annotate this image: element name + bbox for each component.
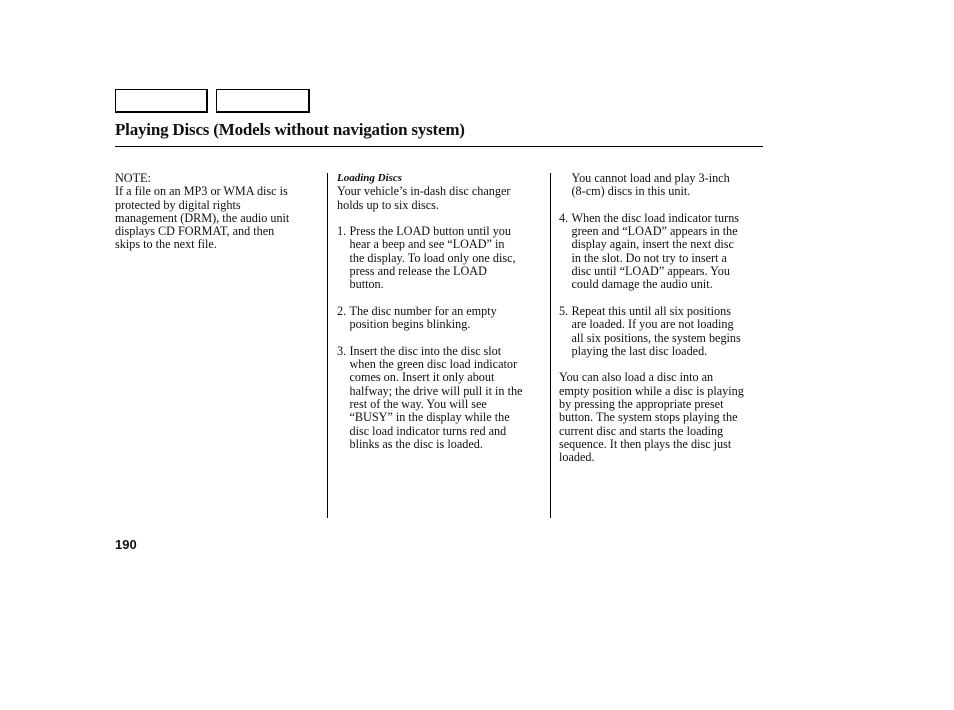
outro-line: sequence. It then plays the disc just [559, 436, 732, 451]
step-line: Insert the disc into the disc slot [349, 343, 502, 358]
step-line: When the disc load indicator turns [571, 210, 740, 225]
step-line: are loaded. If you are not loading [571, 317, 734, 332]
step-line: Repeat this until all six positions [571, 303, 731, 318]
step-line: could damage the audio unit. [571, 277, 713, 292]
section-tab-2 [216, 89, 310, 113]
step-line: Press the LOAD button until you [349, 224, 511, 239]
step-line: comes on. Insert it only about [349, 370, 495, 385]
step-line: disc until “LOAD” appears. You [571, 264, 730, 279]
step-line: hear a beep and see “LOAD” in [349, 237, 505, 252]
outro-line: by pressing the appropriate preset [559, 397, 724, 412]
step-line: when the green disc load indicator [349, 357, 518, 372]
title-rule [115, 146, 763, 147]
column-divider-1 [327, 173, 328, 518]
continued-line: You cannot load and play 3-inch [571, 171, 730, 185]
column-1 [115, 172, 320, 252]
note-line: displays CD FORMAT, and then [115, 224, 275, 239]
page-title: Playing Discs (Models without navigation system) [115, 120, 465, 139]
step-1 [337, 225, 542, 291]
step-number: 2. [337, 303, 347, 318]
step-number: 1. [337, 224, 347, 239]
step-line: “BUSY” in the display while the [349, 410, 510, 425]
step-4 [559, 212, 764, 292]
step-line: rest of the way. You will see [349, 397, 487, 412]
note-label: NOTE: [115, 171, 151, 185]
step-number: 4. [559, 210, 569, 225]
outro-line: loaded. [559, 450, 595, 465]
outro-line: button. The system stops playing the [559, 410, 738, 425]
step-line: disc load indicator turns red and [349, 423, 507, 438]
step-line: all six positions, the system begins [571, 330, 741, 345]
step-line: The disc number for an empty [349, 303, 497, 318]
page-number: 190 [115, 537, 137, 552]
continued-text [559, 172, 764, 199]
column-divider-2 [550, 173, 551, 518]
intro-line: holds up to six discs. [337, 197, 439, 212]
column-3 [559, 172, 764, 465]
column-2 [337, 172, 542, 451]
continued-line: (8-cm) discs in this unit. [571, 184, 691, 199]
step-2 [337, 305, 542, 332]
outro-line: You can also load a disc into an [559, 370, 714, 385]
note-line: management (DRM), the audio unit [115, 210, 290, 225]
step-number: 5. [559, 303, 569, 318]
step-line: playing the last disc loaded. [571, 343, 708, 358]
step-line: display again, insert the next disc [571, 237, 734, 252]
note-line: skips to the next file. [115, 237, 217, 252]
step-3 [337, 345, 542, 451]
step-line: green and “LOAD” appears in the [571, 224, 738, 239]
step-line: in the slot. Do not try to insert a [571, 250, 727, 265]
step-number: 3. [337, 343, 347, 358]
step-line: press and release the LOAD [349, 264, 487, 279]
note-line: If a file on an MP3 or WMA disc is [115, 184, 288, 199]
step-line: blinks as the disc is loaded. [349, 436, 483, 451]
section-subhead: Loading Discs [337, 172, 403, 184]
note-line: protected by digital rights [115, 197, 241, 212]
step-line: position begins blinking. [349, 317, 471, 332]
outro-line: empty position while a disc is playing [559, 383, 744, 398]
step-line: button. [349, 277, 384, 292]
outro-line: current disc and starts the loading [559, 423, 724, 438]
step-line: halfway; the drive will pull it in the [349, 383, 523, 398]
step-line: the display. To load only one disc, [349, 250, 516, 265]
step-5 [559, 305, 764, 358]
intro-line: Your vehicle’s in-dash disc changer [337, 184, 511, 199]
section-tab-1 [115, 89, 208, 113]
